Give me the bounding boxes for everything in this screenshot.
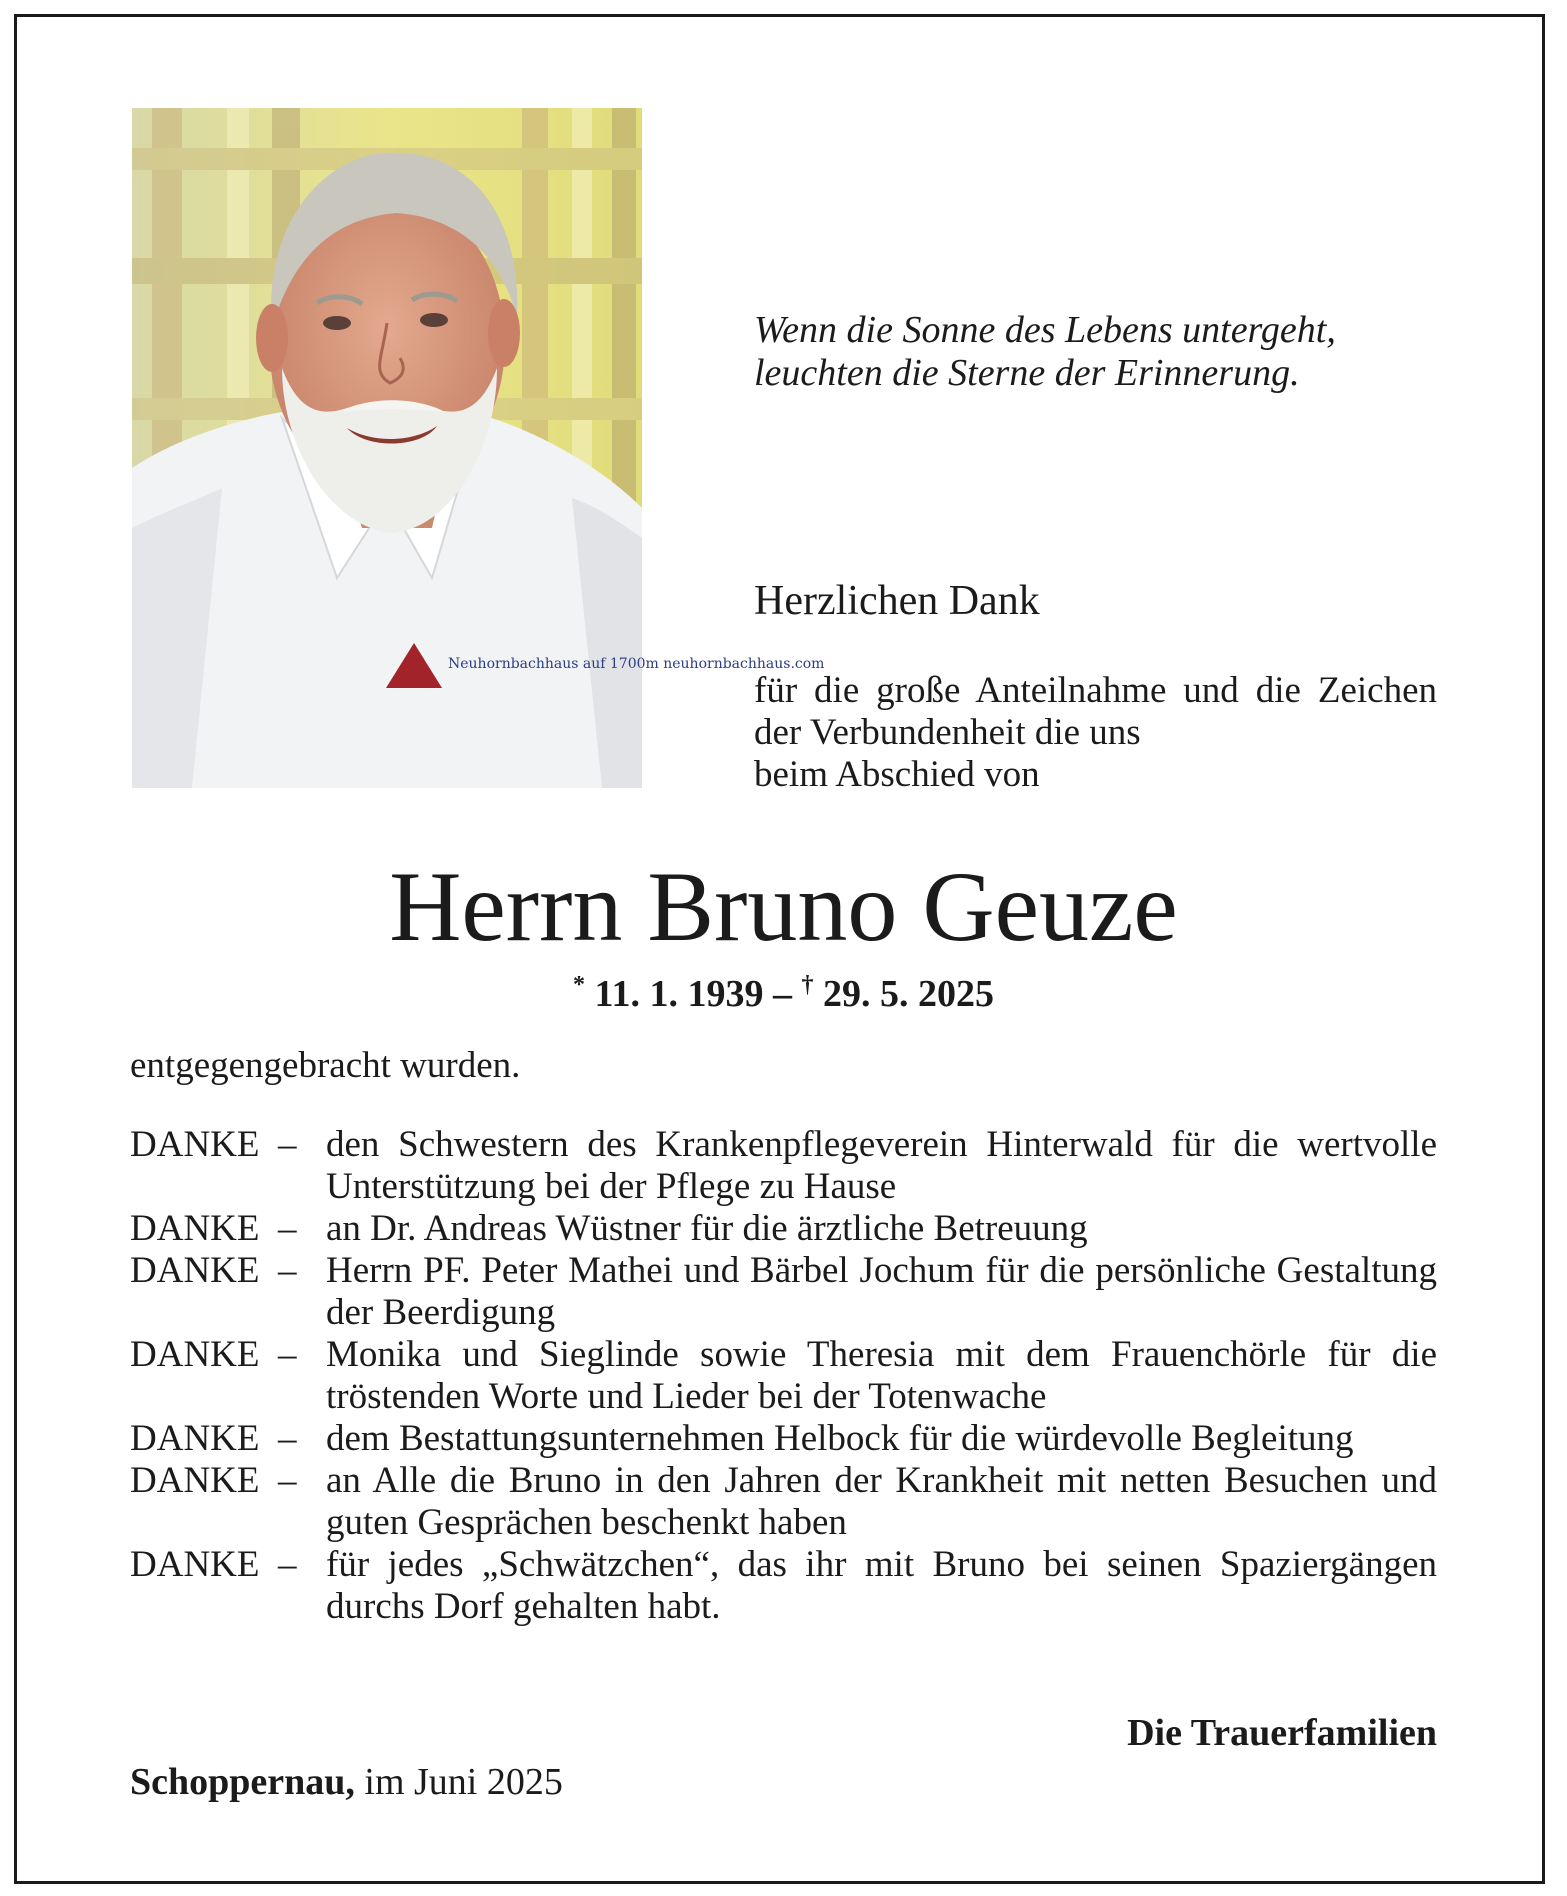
quote-line-2: leuchten die Sterne der Erinnerung. [754, 352, 1300, 394]
thanks-label: DANKE [130, 1208, 260, 1249]
thanks-dash: – [278, 1124, 297, 1165]
thanks-heading: Herzlichen Dank [754, 578, 1040, 624]
intro-last-line: beim Abschied von [754, 754, 1040, 795]
place: Schoppernau, [130, 1761, 355, 1803]
place-date [130, 1759, 563, 1805]
thanks-text: den Schwestern des Krankenpflegeverein Hinterwald für die wertvolle Unterstützung bei der Pflege zu Hause [326, 1124, 1437, 1207]
thanks-dash: – [278, 1544, 297, 1585]
thanks-label: DANKE [130, 1460, 260, 1501]
intro-text: für die große Anteilnahme und die Zeichen der Verbundenheit die uns [754, 670, 1437, 753]
thanks-dash: – [278, 1334, 297, 1375]
thanks-text: Herrn PF. Peter Mathei und Bärbel Jochum für die persönliche Gestaltung der Beerdigung [326, 1250, 1437, 1333]
thanks-label: DANKE [130, 1250, 260, 1291]
thanks-item [130, 1460, 1437, 1544]
thanks-label: DANKE [130, 1334, 260, 1375]
quote-line-1: Wenn die Sonne des Lebens untergeht, [754, 309, 1336, 351]
portrait-photo [132, 108, 825, 788]
deceased-name: Herrn Bruno Geuze [389, 851, 1178, 962]
birth-symbol: * [573, 972, 586, 998]
thanks-item [130, 1418, 1437, 1460]
birth-date: 11. 1. 1939 [594, 973, 764, 1015]
death-symbol: † [801, 972, 814, 998]
thanks-dash: – [278, 1208, 297, 1249]
life-dates [0, 962, 1567, 1017]
thanks-label: DANKE [130, 1544, 260, 1585]
thanks-dash: – [278, 1250, 297, 1291]
date-separator: – [772, 973, 802, 1015]
thanks-text: dem Bestattungsunternehmen Helbock für die würdevolle Begleitung [326, 1418, 1354, 1459]
thanks-list [130, 1124, 1437, 1628]
thanks-text: Monika und Sieglinde sowie Theresia mit dem Frauenchörle für die tröstenden Worte und Lieder bei der Totenwache [326, 1334, 1437, 1417]
memorial-quote [754, 309, 1404, 395]
thanks-item [130, 1208, 1437, 1250]
thanks-text: an Dr. Andreas Wüstner für die ärztliche Betreuung [326, 1208, 1088, 1249]
thanks-text: an Alle die Bruno in den Jahren der Krankheit mit netten Besuchen und guten Gesprächen beschenkt haben [326, 1460, 1437, 1543]
closing-line: entgegengebracht wurden. [130, 1045, 521, 1086]
logo-text: Neuhornbachhaus auf 1700m neuhornbachhaus.com [448, 656, 825, 672]
thanks-dash: – [278, 1460, 297, 1501]
intro-paragraph [754, 670, 1437, 796]
thanks-item [130, 1250, 1437, 1334]
thanks-text: für jedes „Schwätzchen“, das ihr mit Bruno bei seinen Spaziergängen durchs Dorf gehalten habt. [326, 1544, 1437, 1627]
thanks-item [130, 1124, 1437, 1208]
signature: Die Trauerfamilien [1127, 1712, 1437, 1754]
thanks-item [130, 1334, 1437, 1418]
thanks-label: DANKE [130, 1124, 260, 1165]
thanks-item [130, 1544, 1437, 1628]
date: im Juni 2025 [364, 1761, 563, 1803]
thanks-label: DANKE [130, 1418, 260, 1459]
death-date: 29. 5. 2025 [822, 973, 994, 1015]
thanks-dash: – [278, 1418, 297, 1459]
